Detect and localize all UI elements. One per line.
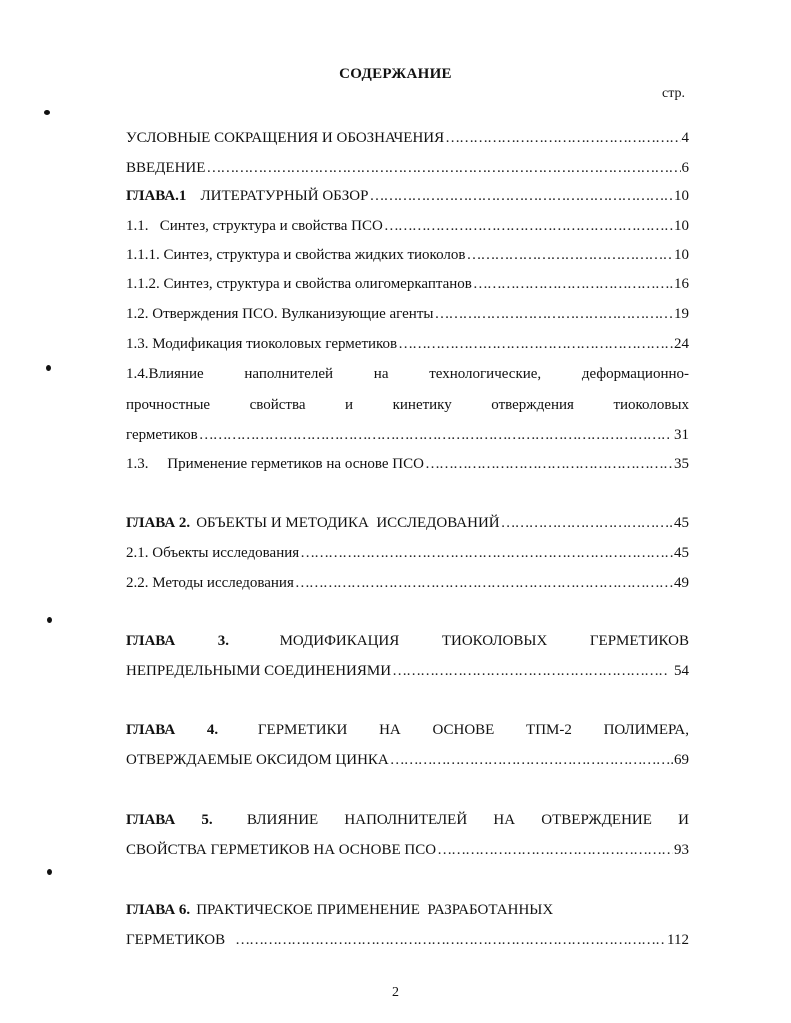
toc-entry [126, 274, 689, 294]
toc-entry-title-line: прочностные свойства и кинетику отверждения тиоколовых [126, 397, 689, 413]
toc-entry-page: 4 [681, 130, 689, 146]
scan-speck [44, 110, 50, 115]
toc-entry-page: 6 [681, 160, 689, 176]
toc-entry-title: ГЕРМЕТИКОВ [126, 932, 226, 948]
toc-entry-title-line [126, 900, 689, 920]
page-column-label: стр. [662, 86, 686, 101]
toc-entry-page: 19 [674, 306, 689, 322]
toc-entry [126, 661, 689, 681]
toc-entry-title: 1.1.2. Синтез, структура и свойства олигомеркаптанов [126, 276, 472, 292]
toc-entry-title: 1.1.1. Синтез, структура и свойства жидких тиоколов [126, 247, 466, 263]
toc-entry-title: ВЛИЯНИЕ НАПОЛНИТЕЛЕЙ НА ОТВЕРЖДЕНИЕ И [246, 812, 689, 828]
dot-leader [206, 158, 680, 178]
toc-entry-title-line [126, 810, 689, 830]
chapter-label: ГЛАВА 3. [126, 633, 229, 649]
toc-entry-title-line [126, 631, 689, 651]
toc-entry-page: 69 [674, 752, 689, 768]
dot-leader [295, 573, 673, 593]
toc-entry [126, 186, 689, 206]
toc-entry-title: ОБЪЕКТЫ И МЕТОДИКА ИССЛЕДОВАНИЙ [196, 515, 500, 531]
toc-entry-title: 2.1. Объекты исследования [126, 545, 300, 561]
dot-leader [398, 334, 673, 354]
dot-leader [473, 274, 673, 294]
toc-entry-title-line [126, 720, 689, 740]
toc-entry-title: ОТВЕРЖДАЕМЫЕ ОКСИДОМ ЦИНКА [126, 752, 389, 768]
toc-entry [126, 750, 689, 770]
scan-speck [47, 869, 52, 875]
toc-entry-title: 1.3. Модификация тиоколовых герметиков [126, 336, 398, 352]
dot-leader [390, 750, 673, 770]
toc-entry-title: НЕПРЕДЕЛЬНЫМИ СОЕДИНЕНИЯМИ [126, 663, 392, 679]
chapter-label: ГЛАВА 2. [126, 515, 191, 531]
toc-entry-title: 1.3. Применение герметиков на основе ПСО [126, 456, 424, 472]
toc-entry [126, 543, 689, 563]
toc-entry-title: ЛИТЕРАТУРНЫЙ ОБЗОР [200, 188, 369, 204]
chapter-label: ГЛАВА 6. [126, 902, 191, 918]
toc-entry-title: СВОЙСТВА ГЕРМЕТИКОВ НА ОСНОВЕ ПСО [126, 842, 437, 858]
toc-entry [126, 454, 689, 474]
toc-entry-title-line: 1.4.Влияние наполнителей на технологические, деформационно- [126, 366, 689, 382]
toc-entry [126, 245, 689, 265]
page-number: 2 [392, 985, 399, 1000]
toc-entry-title: ГЕРМЕТИКИ НА ОСНОВЕ ТПМ-2 ПОЛИМЕРА, [257, 722, 690, 738]
dot-leader [501, 513, 673, 533]
toc-entry-page: 10 [674, 218, 689, 234]
chapter-label: ГЛАВА 5. [126, 812, 213, 828]
toc-entry [126, 573, 689, 593]
dot-leader [369, 186, 673, 206]
toc-entry-page: 10 [674, 247, 689, 263]
dot-leader [300, 543, 673, 563]
toc-entry-title: ПРАКТИЧЕСКОЕ ПРИМЕНЕНИЕ РАЗРАБОТАННЫХ [196, 902, 554, 918]
dot-leader [384, 216, 673, 236]
toc-entry [126, 216, 689, 236]
toc-entry-title: ВВЕДЕНИЕ [126, 160, 206, 176]
dot-leader [434, 304, 673, 324]
toc-entry-page: 54 [674, 663, 689, 679]
scan-speck [47, 617, 52, 623]
toc-entry-page: 10 [674, 188, 689, 204]
dot-leader [199, 425, 669, 445]
toc-entry-page: 49 [674, 575, 689, 591]
chapter-label: ГЛАВА 4. [126, 722, 219, 738]
chapter-label: ГЛАВА.1 [126, 188, 187, 204]
toc-entry-page: 45 [674, 545, 689, 561]
toc-entry-page: 31 [674, 427, 689, 443]
toc-entry-page: 24 [674, 336, 689, 352]
toc-entry [126, 513, 689, 533]
page-title: СОДЕРЖАНИЕ [339, 66, 452, 82]
scan-speck [46, 365, 51, 371]
toc-entry-title: 1.2. Отверждения ПСО. Вулканизующие агенты [126, 306, 434, 322]
dot-leader [466, 245, 673, 265]
dot-leader [425, 454, 673, 474]
toc-entry-title: 2.2. Методы исследования [126, 575, 294, 591]
dot-leader [437, 840, 673, 860]
toc-entry-title: 1.1. Синтез, структура и свойства ПСО [126, 218, 383, 234]
dot-leader [235, 930, 666, 950]
dot-leader [392, 661, 669, 681]
toc-entry [126, 930, 689, 950]
toc-entry [126, 334, 689, 354]
toc-entry [126, 840, 689, 860]
toc-entry-page: 93 [674, 842, 689, 858]
toc-entry-page: 16 [674, 276, 689, 292]
toc-entry [126, 128, 689, 148]
toc-entry [126, 304, 689, 324]
toc-entry-page: 35 [674, 456, 689, 472]
toc-entry-page: 45 [674, 515, 689, 531]
toc-entry-title: УСЛОВНЫЕ СОКРАЩЕНИЯ И ОБОЗНАЧЕНИЯ [126, 130, 445, 146]
toc-entry [126, 425, 689, 445]
toc-entry-title: герметиков [126, 427, 198, 443]
toc-entry-page: 112 [667, 932, 689, 948]
toc-entry [126, 158, 689, 178]
dot-leader [445, 128, 680, 148]
toc-entry-title: МОДИФИКАЦИЯ ТИОКОЛОВЫХ ГЕРМЕТИКОВ [279, 633, 689, 649]
